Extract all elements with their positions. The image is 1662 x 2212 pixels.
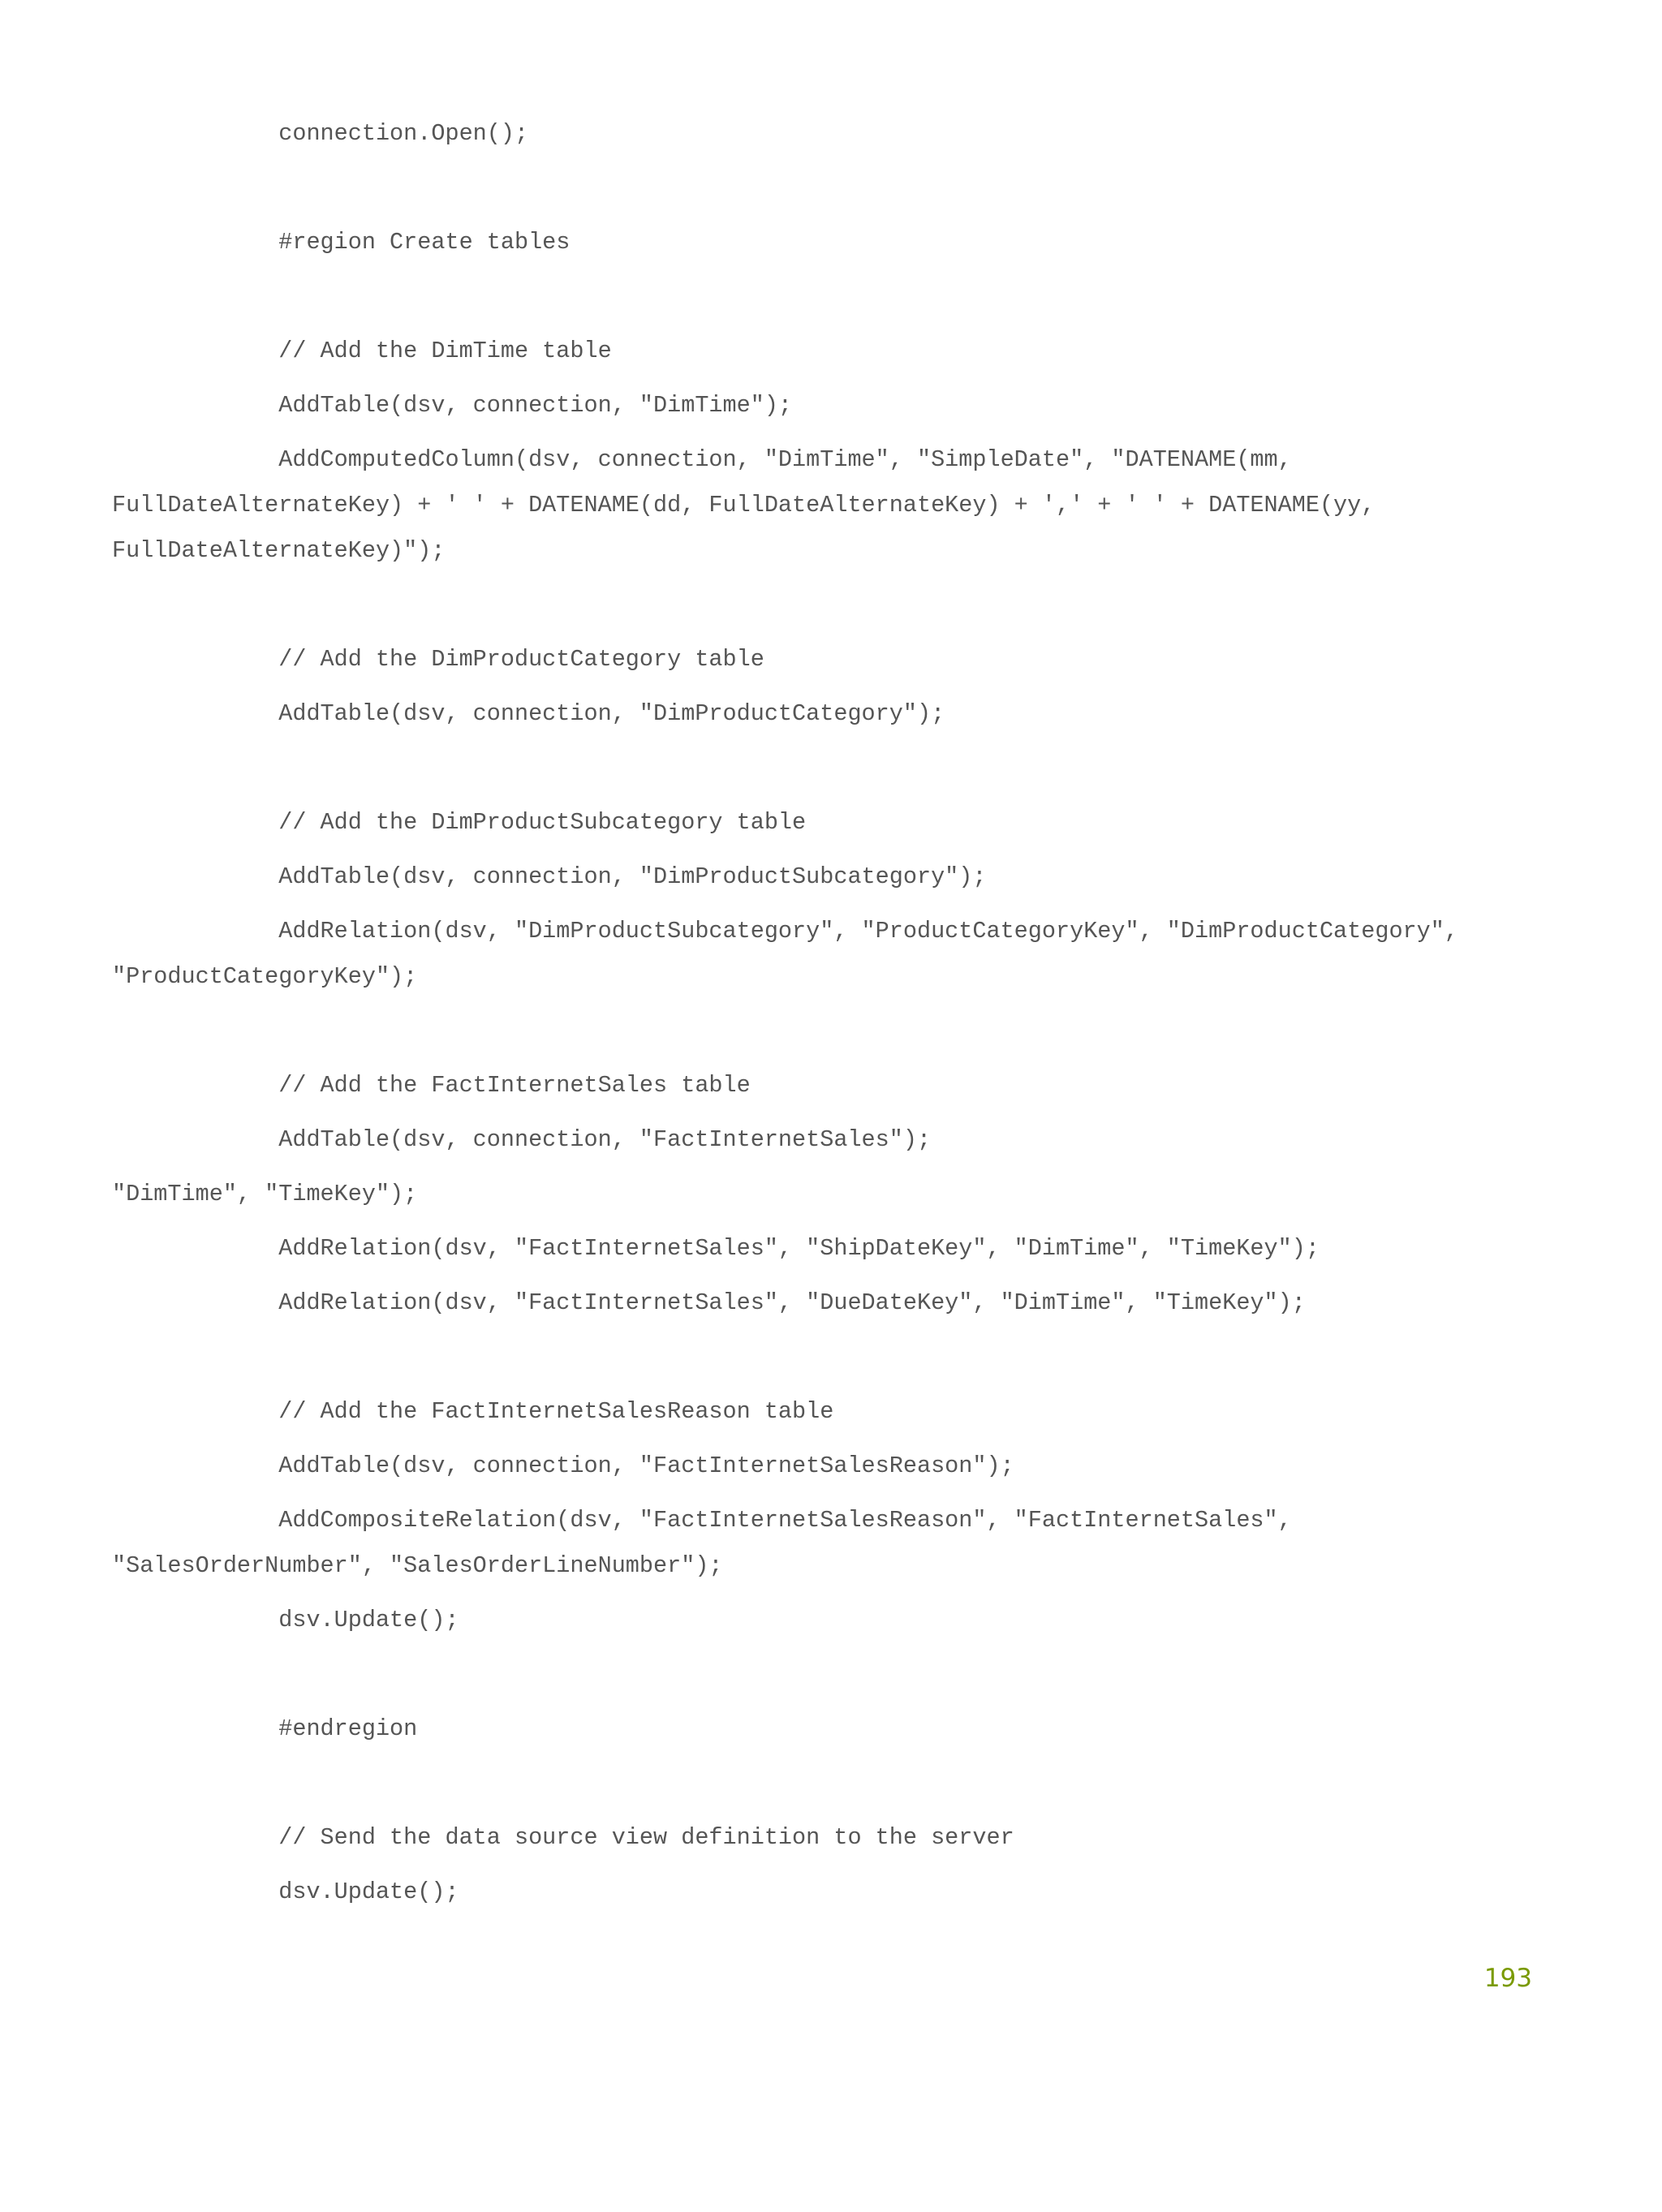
code-line: "ProductCategoryKey"); bbox=[112, 963, 418, 990]
page-number: 193 bbox=[1483, 1964, 1532, 1993]
code-line: AddTable(dsv, connection, "FactInternetSalesReason"); bbox=[112, 1452, 1014, 1479]
code-line: AddTable(dsv, connection, "DimProductSubcategory"); bbox=[112, 863, 987, 890]
code-line: AddTable(dsv, connection, "FactInternetSales"); bbox=[112, 1126, 932, 1153]
code-line: AddRelation(dsv, "DimProductSubcategory", "ProductCategoryKey", "DimProductCategory", bbox=[112, 918, 1458, 945]
code-line: #endregion bbox=[112, 1715, 418, 1742]
code-line: FullDateAlternateKey) + ' ' + DATENAME(dd, FullDateAlternateKey) + ',' + ' ' + DATENAME(yy, bbox=[112, 492, 1376, 519]
code-line: AddTable(dsv, connection, "DimTime"); bbox=[112, 392, 793, 419]
code-line: dsv.Update(); bbox=[112, 1607, 459, 1633]
code-line: // Add the FactInternetSales table bbox=[112, 1072, 751, 1099]
code-line: AddComputedColumn(dsv, connection, "DimTime", "SimpleDate", "DATENAME(mm, bbox=[112, 446, 1292, 473]
code-line: // Add the DimProductCategory table bbox=[112, 646, 764, 673]
code-line: FullDateAlternateKey)"); bbox=[112, 537, 446, 564]
code-line: // Add the DimProductSubcategory table bbox=[112, 809, 807, 836]
code-line: "SalesOrderNumber", "SalesOrderLineNumber"); bbox=[112, 1552, 723, 1579]
code-line: // Add the DimTime table bbox=[112, 338, 612, 364]
code-line: AddRelation(dsv, "FactInternetSales", "DueDateKey", "DimTime", "TimeKey"); bbox=[112, 1289, 1306, 1316]
code-line: "DimTime", "TimeKey"); bbox=[112, 1181, 418, 1207]
code-line: AddRelation(dsv, "FactInternetSales", "ShipDateKey", "DimTime", "TimeKey"); bbox=[112, 1235, 1320, 1262]
code-line: AddTable(dsv, connection, "DimProductCategory"); bbox=[112, 700, 945, 727]
code-line: AddCompositeRelation(dsv, "FactInternetSalesReason", "FactInternetSales", bbox=[112, 1507, 1292, 1534]
code-line: #region Create tables bbox=[112, 229, 571, 256]
code-block bbox=[112, 118, 1540, 1905]
code-line: connection.Open(); bbox=[112, 120, 529, 147]
code-line: // Send the data source view definition to the server bbox=[112, 1824, 1014, 1851]
code-line: dsv.Update(); bbox=[112, 1878, 459, 1905]
code-line: // Add the FactInternetSalesReason table bbox=[112, 1398, 834, 1425]
